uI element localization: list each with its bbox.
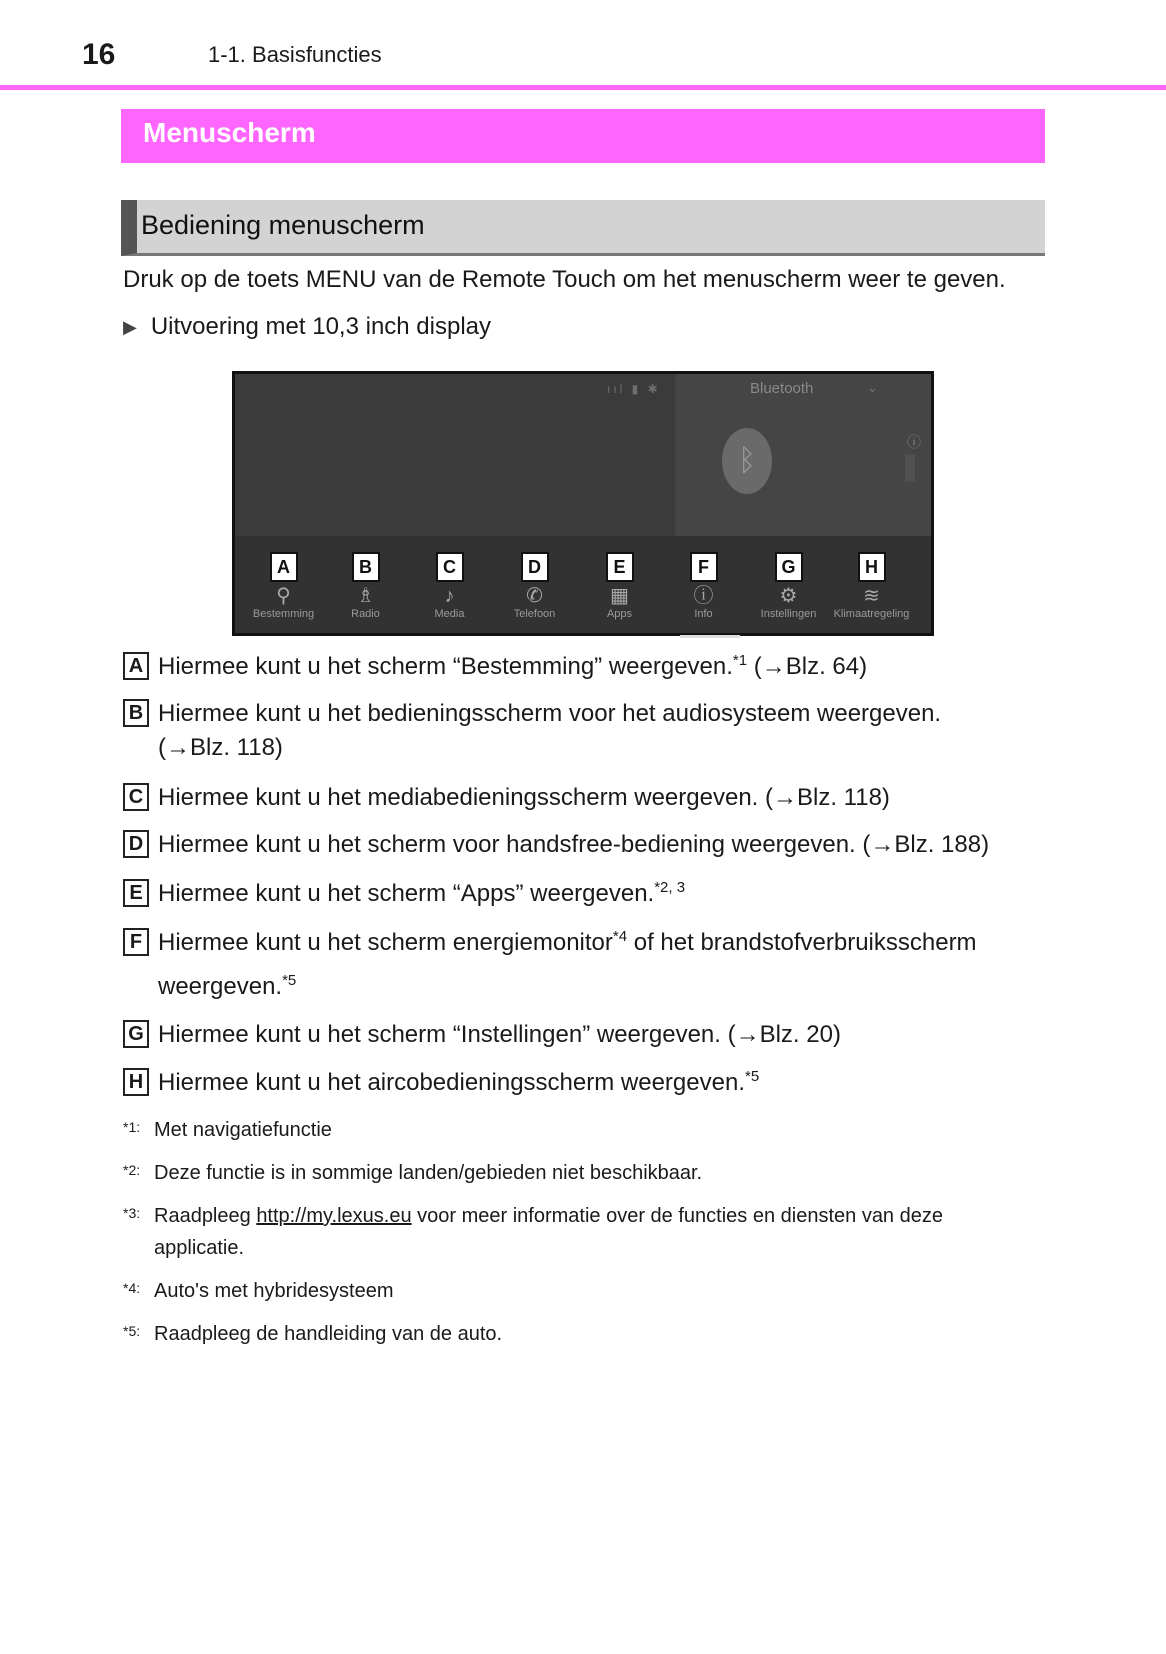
- triangle-bullet-icon: ▶: [123, 316, 137, 337]
- footnote-mark: *4:: [123, 1280, 141, 1296]
- callout-letter: G: [775, 552, 803, 582]
- active-indicator: [680, 635, 740, 638]
- intro-text: Druk op de toets MENU van de Remote Touch om het menuscherm weer te geven.: [123, 266, 1006, 293]
- item-text: Hiermee kunt u het scherm voor handsfree-bediening weergeven. (→Blz. 188): [158, 831, 990, 858]
- top-rule: [0, 85, 1166, 90]
- item-e: [123, 877, 685, 911]
- sub-banner: Bediening menuscherm: [121, 200, 1045, 256]
- running-head: 1-1. Basisfuncties: [208, 42, 382, 67]
- dock-label: Telefoon: [513, 608, 556, 620]
- lexus-link[interactable]: http://my.lexus.eu: [256, 1205, 412, 1227]
- dock-item-bestemming: [241, 552, 326, 620]
- item-g: [123, 1018, 841, 1052]
- dock-label: Media: [434, 608, 465, 620]
- dock-item-radio: [323, 552, 408, 620]
- dock-label: Klimaatregeling: [833, 608, 910, 620]
- page-number: 16: [82, 38, 116, 71]
- menu-screen-image: [232, 371, 934, 636]
- dock-label: Apps: [606, 608, 633, 620]
- footnote-text: Raadpleeg de handleiding van de auto.: [154, 1323, 503, 1345]
- info-icon: ⓘ: [693, 585, 714, 607]
- item-text: Hiermee kunt u het scherm “Bestemming” weergeven.$^{*1}$ (→Blz. 64): [158, 652, 868, 680]
- callout-letter: B: [352, 552, 380, 582]
- callout-letter: H: [123, 1068, 149, 1096]
- callout-letter: F: [123, 928, 149, 956]
- item-text: Hiermee kunt u het aircobedieningsscherm weergeven.$^{*5}$: [158, 1068, 760, 1096]
- scroll-handle: [905, 454, 915, 482]
- item-c: [123, 781, 890, 815]
- item-b: [123, 697, 941, 765]
- item-text: Hiermee kunt u het mediabedieningsscherm weergeven. (→Blz. 118): [158, 784, 890, 811]
- dock-item-info: [661, 552, 746, 620]
- dock-label: Instellingen: [760, 608, 817, 620]
- variant-line: [123, 313, 491, 341]
- footnote-text: Auto's met hybridesysteem: [154, 1280, 394, 1302]
- section-banner: Menuscherm: [121, 109, 1045, 163]
- music-note-icon: ♪: [444, 585, 455, 607]
- dock-item-media: [407, 552, 492, 620]
- item-f: [123, 926, 977, 1009]
- item-d: [123, 828, 989, 862]
- dock-item-instellingen: [746, 552, 831, 620]
- footnote-mark: *5:: [123, 1323, 141, 1339]
- bluetooth-title: Bluetooth: [750, 380, 814, 397]
- callout-letter: F: [690, 552, 718, 582]
- dock-label: Bestemming: [252, 608, 315, 620]
- footnote-2: [123, 1157, 702, 1189]
- item-h: [123, 1066, 759, 1100]
- item-text: Hiermee kunt u het scherm “Apps” weergeven.$^{*2, 3}$: [158, 879, 686, 907]
- climate-seat-icon: ≋: [863, 585, 880, 607]
- footnote-mark: *3:: [123, 1205, 141, 1221]
- callout-letter: C: [123, 783, 149, 811]
- map-pin-icon: ⚲: [276, 585, 291, 607]
- dock-item-apps: [577, 552, 662, 620]
- callout-letter: H: [858, 552, 886, 582]
- dock-item-klimaatregeling: [829, 552, 914, 620]
- callout-letter: D: [123, 830, 149, 858]
- dock-label: Radio: [351, 608, 380, 620]
- callout-letter: A: [270, 552, 298, 582]
- item-text: Hiermee kunt u het scherm energiemonitor$^{*4}$ of het brandstofverbruiksscherm weergeven.$^{*5}$: [158, 928, 977, 1000]
- footnote-text: Deze functie is in sommige landen/gebieden niet beschikbaar.: [154, 1162, 703, 1184]
- status-icons: ııl ▮ ✱: [607, 382, 661, 396]
- bluetooth-panel: [675, 374, 934, 539]
- dock-label: Info: [694, 608, 713, 620]
- footnote-text: Raadpleeg http://my.lexus.eu voor meer informatie over de functies en diensten van deze applicatie.: [154, 1205, 943, 1259]
- callout-letter: D: [521, 552, 549, 582]
- apps-grid-icon: ▦: [610, 585, 629, 607]
- callout-letter: E: [123, 879, 149, 907]
- info-icon: ⓘ: [907, 434, 921, 450]
- dock-item-telefoon: [492, 552, 577, 620]
- chevron-down-icon: ⌄: [867, 380, 878, 395]
- footnote-5: [123, 1318, 502, 1350]
- callout-letter: G: [123, 1020, 149, 1048]
- footnote-4: [123, 1275, 393, 1307]
- phone-icon: ✆: [526, 585, 543, 607]
- callout-letter: C: [436, 552, 464, 582]
- variant-label: Uitvoering met 10,3 inch display: [150, 313, 492, 340]
- footnote-3: [123, 1200, 943, 1264]
- bluetooth-icon: ᛒ: [722, 428, 772, 494]
- item-a: [123, 650, 867, 684]
- item-text: Hiermee kunt u het scherm “Instellingen” weergeven. (→Blz. 20): [158, 1021, 841, 1048]
- radio-tower-icon: ♗: [356, 585, 375, 607]
- item-text: Hiermee kunt u het bedieningsscherm voor het audiosysteem weergeven. (→Blz. 118): [158, 700, 942, 761]
- footnote-mark: *1:: [123, 1119, 141, 1135]
- callout-letter: A: [123, 652, 149, 680]
- callout-letter: E: [606, 552, 634, 582]
- callout-letter: B: [123, 699, 149, 727]
- footnote-text: Met navigatiefunctie: [154, 1119, 332, 1141]
- footnote-mark: *2:: [123, 1162, 141, 1178]
- footnote-1: [123, 1114, 332, 1146]
- gear-icon: ⚙: [779, 585, 798, 607]
